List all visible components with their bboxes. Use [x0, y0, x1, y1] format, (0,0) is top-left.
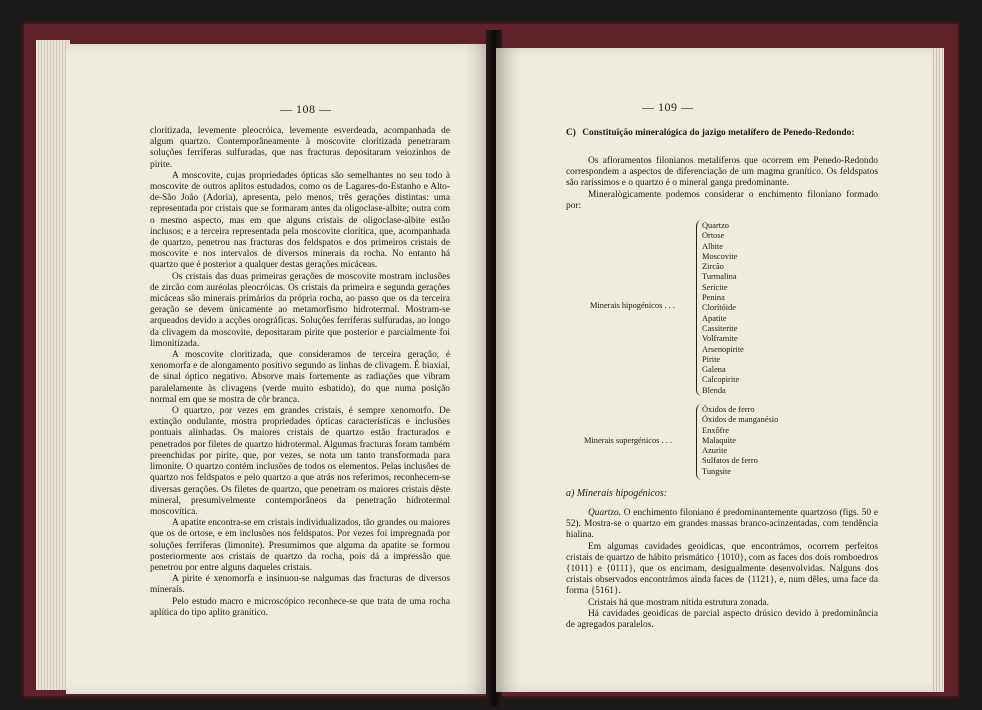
mineral-item: Sericite [702, 282, 728, 292]
subheading: a) Minerais hipogénicos: [566, 488, 668, 499]
mineral-item: Enxôfre [702, 425, 729, 435]
mineral-item: Clorítóide [702, 303, 736, 313]
page-number-left: — 108 — [280, 102, 332, 116]
left-page [66, 44, 490, 694]
mineral-item: Apatite [702, 313, 727, 323]
paragraph: A apatite encontra-se em cristais individualizados, tão grandes ou maiores que os de ortose, e em inclusões nos feldspatos. Por vezes foi impregnada por soluções ferríferas (limonite). Presumimos que alguma da apatite se formou posteriormente aos cristais de quartzo da rocha, pois dá a impressão que penetrou por entre alguns daqueles cristais. [150, 518, 450, 573]
paragraph: A pirite é xenomorfa e insinuou-se nalgumas das fracturas de diversos minerais. [150, 574, 450, 596]
right-page [496, 48, 932, 692]
mineral-item: Sulfatos de ferro [702, 456, 758, 466]
mineral-item: Pirite [702, 354, 721, 364]
paragraph: A moscovite cloritizada, que consideramos de terceira geração, é xenomorfa e de alongamento positivo segundo as linhas de clivagem. É biaxial, de sinal óptico negativo. Absorve mais fortemente as radiações que vibram paralelamente às clivagens (verde muito esbatido), do que numa posição normal em que se mostra de côr branca. [150, 350, 450, 405]
paragraph: Os afloramentos filonianos metalíferos que ocorrem em Penedo-Redondo correspondem a aspectos de diferenciação de um magma granítico. Os feldspatos são raríssimos e o quartzo é o mineral ganga predominante. [566, 156, 878, 189]
section-title: Constituïção mineralógica do jazigo metalífero de Penedo-Redondo: [582, 128, 855, 138]
mineral-item: Óxidos de manganésio [702, 415, 779, 425]
paragraph [566, 508, 878, 542]
mineral-item: Calcopirite [702, 375, 740, 385]
paragraph-text: O enchimento filoniano é predominantemente quartzoso (figs. 50 e 52). Mostra-se o quartzo em grandes massas branco-acinzentadas, com tendência hialina. [566, 508, 878, 541]
section-label: C) [566, 128, 576, 138]
right-intro-text [566, 156, 878, 212]
mineral-item: Óxidos de ferro [702, 405, 755, 414]
paragraph: Há cavidades geoidicas de parcial aspecto drúsico devido à predominância de agregados paralelos. [566, 608, 878, 631]
mineral-item: Moscovite [702, 251, 738, 261]
paragraph: Os cristais das duas primeiras gerações de moscovite mostram inclusões de zircão com auréolas pleocróicas. Os cristais da primeira e segunda gerações micáceas são minerais primários da própria rocha, ao passo que os da terceira geração se devem ùnicamente ao metamorfismo hidrotermal. Mostram-se arqueados devido a acções orográficas. Soluções ferríferas sulfuradas, ao longo da clivagem da moscovite, depositaram pirite que posterior e parcialmente foi limonitizada. [150, 271, 450, 349]
paragraph: cloritizada, levemente pleocróica, levemente esverdeada, acompanhada de algum quartzo. Contemporâneamente à moscovite cloritizada penetraram soluções ferríferas sulfuradas, que nas fracturas depositaram veiozinhos de pirite. [150, 126, 450, 170]
mineral-item: Quartzo [702, 221, 729, 230]
paragraph: A moscovite, cujas propriedades ópticas são semelhantes no seu todo à moscovite de outros aplitos estudados, como os de Lagares-do-Estanho e Alto-de-São João (Adoria), apresenta, pelo menos, três gerações distintas: uma representada por cristais que se formaram antes da oligoclase-albite; outra com o mesmo aspecto, mas em que alguns cristais de oligoclase-albite estão inclusos; e a terceira representada pela moscovite clorítica, que, acompanhada de quartzo, penetrou nas fracturas dos feldspatos e dos primeiros cristais de moscovite e nos intervalos de diversos minerais da rocha. No entanto há quartzo que é posterior a qualquer destas gerações micáceas. [150, 170, 450, 271]
paragraph: Mineralògicamente podemos considerar o enchimento filoniano formado por: [566, 189, 878, 211]
mineral-item: Zircão [702, 262, 724, 272]
hypogenic-label: Minerais hipogénicos . . . [590, 301, 675, 310]
supergenic-mineral-list [702, 405, 778, 477]
mineral-item: Blenda [702, 385, 726, 395]
paragraph: O quartzo, por vezes em grandes cristais, é sempre xenomorfo. De extinção ondulante, mostra propriedades ópticas características e inclusões pontuais alinhadas. Os maiores cristais de quartzo estão fracturados e penetrados por filetes de quartzo hidrotermal. Algumas fracturas foram também preenchidas por pirite, que, por vezes, se nota um tanto transformada para limonite. O quartzo contém inclusões de todos os elementos. Pelas inclusões de quartzo nos feldspatos e pelo quartzo a que atrás nos referimos, reconhecem-se diversas gerações. Os filetes de quartzo, que penetram os maiores cristais dêste mineral, presumìvelmente contemporâneos da penetração hidrotermal moscovítica. [150, 406, 450, 517]
mineral-item: Tungsite [702, 466, 732, 476]
mineral-item: Galena [702, 365, 726, 375]
mineral-item: Arsenopirite [702, 344, 744, 354]
quartz-lead: Quartzo. [588, 508, 622, 518]
page-number-right: — 109 — [642, 100, 694, 114]
left-page-text [150, 126, 450, 619]
mineral-item: Turmalina [702, 272, 737, 282]
right-body-text [566, 508, 878, 631]
mineral-item: Cassiterite [702, 323, 738, 333]
paragraph: Cristais há que mostram nítida estrutura zonada. [588, 597, 769, 608]
hypogenic-mineral-list [702, 221, 744, 396]
page-edges-left [36, 40, 70, 690]
section-heading [566, 128, 878, 139]
mineral-item: Volframite [702, 334, 738, 344]
mineral-item: Penina [702, 293, 725, 303]
mineral-item: Albite [702, 241, 723, 251]
mineral-classification-scheme [566, 218, 878, 488]
mineral-item: Malaquite [702, 435, 736, 445]
paragraph: Pelo estudo macro e microscópico reconhece-se que trata de uma rocha aplítica do tipo aplito granítico. [150, 596, 450, 618]
paragraph: Em algumas cavidades geoidicas, que encontrámos, ocorrem perfeitos cristais de quartzo de hábito prismático {1010}, com as faces dos dois romboedros {1011} e {0111}, que os encimam, desigualmente desenvolvidas. Nalguns dos cristais observados encontrámos ainda faces de {1121}, e, num dêles, uma face da forma {5161}. [566, 541, 878, 597]
mineral-item: Ortose [702, 231, 725, 241]
supergenic-label: Minerais supergénicos . . . [584, 436, 672, 445]
mineral-item: Azurite [702, 446, 728, 456]
